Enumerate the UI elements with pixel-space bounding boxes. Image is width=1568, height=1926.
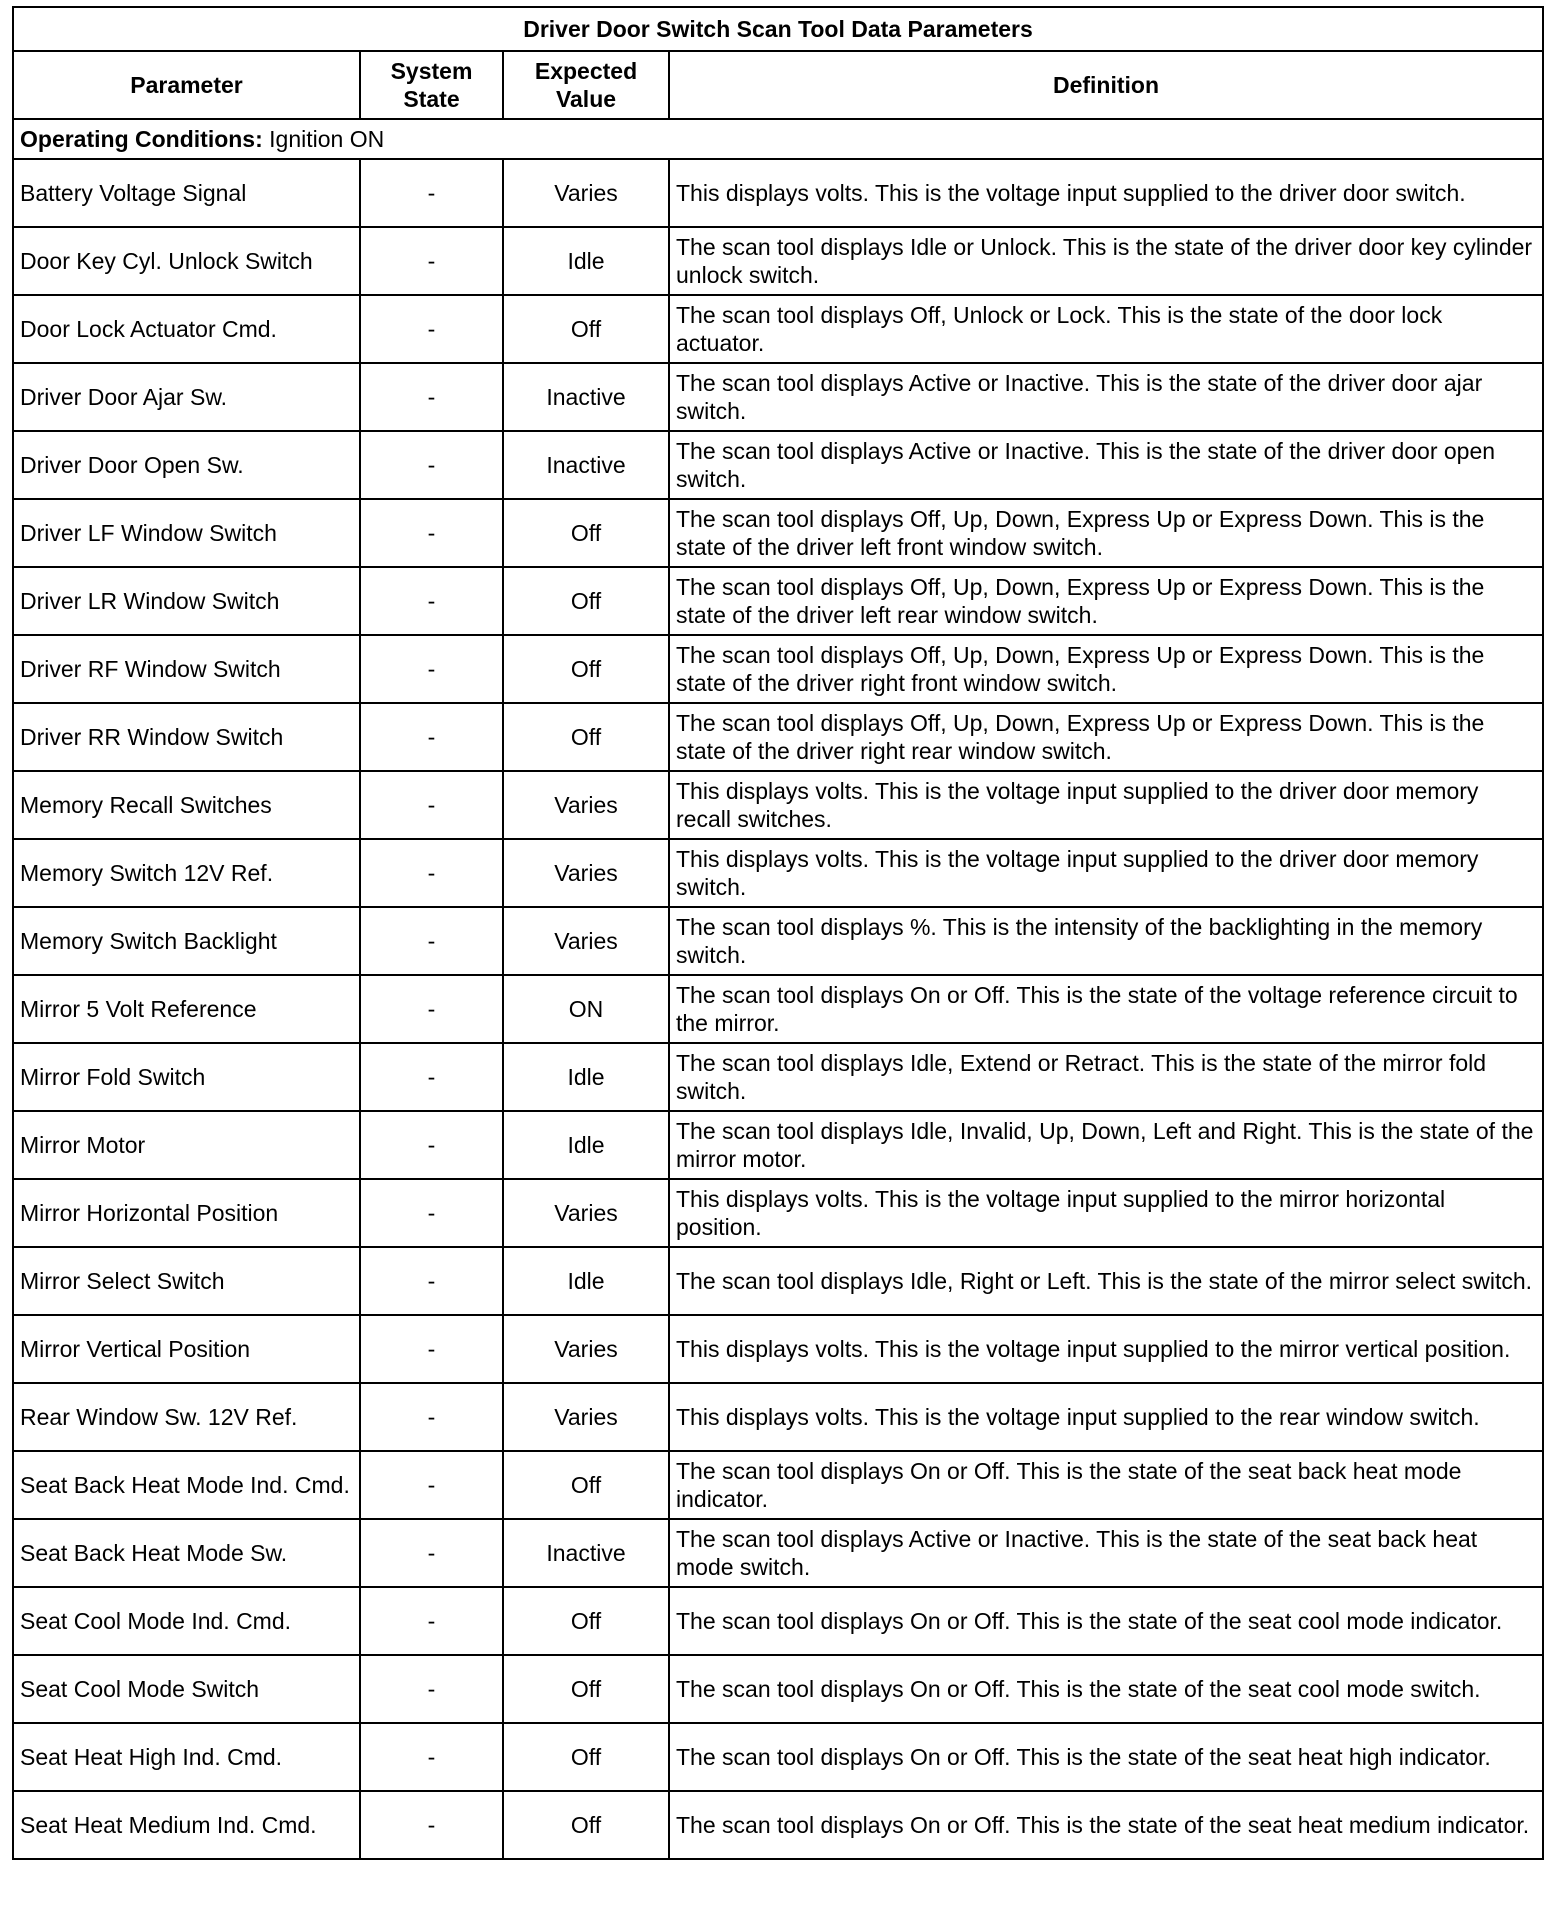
system-state-cell: - — [360, 1043, 503, 1111]
expected-value-cell: Varies — [503, 159, 669, 227]
table-row — [13, 1587, 1543, 1655]
header-definition: Definition — [669, 51, 1543, 119]
definition-cell: This displays volts. This is the voltage input supplied to the mirror horizontal position. — [669, 1179, 1543, 1247]
parameter-cell: Mirror Select Switch — [13, 1247, 360, 1315]
expected-value-cell: Idle — [503, 1043, 669, 1111]
system-state-cell: - — [360, 1383, 503, 1451]
definition-cell: The scan tool displays Idle or Unlock. This is the state of the driver door key cylinder unlock switch. — [669, 227, 1543, 295]
definition-cell: The scan tool displays Off, Unlock or Lock. This is the state of the door lock actuator. — [669, 295, 1543, 363]
system-state-cell: - — [360, 1791, 503, 1859]
parameter-cell: Seat Cool Mode Ind. Cmd. — [13, 1587, 360, 1655]
system-state-cell: - — [360, 839, 503, 907]
table-row — [13, 363, 1543, 431]
table-row — [13, 227, 1543, 295]
parameter-cell: Driver RR Window Switch — [13, 703, 360, 771]
definition-cell: This displays volts. This is the voltage input supplied to the driver door memory switch. — [669, 839, 1543, 907]
expected-value-cell: ON — [503, 975, 669, 1043]
expected-value-cell: Off — [503, 1655, 669, 1723]
table-row — [13, 1111, 1543, 1179]
parameter-cell: Seat Back Heat Mode Sw. — [13, 1519, 360, 1587]
header-parameter: Parameter — [13, 51, 360, 119]
table-row — [13, 1179, 1543, 1247]
parameter-cell: Memory Switch Backlight — [13, 907, 360, 975]
parameter-cell: Driver Door Open Sw. — [13, 431, 360, 499]
system-state-cell: - — [360, 1179, 503, 1247]
parameter-cell: Rear Window Sw. 12V Ref. — [13, 1383, 360, 1451]
expected-value-cell: Off — [503, 703, 669, 771]
parameter-cell: Memory Recall Switches — [13, 771, 360, 839]
parameter-cell: Door Key Cyl. Unlock Switch — [13, 227, 360, 295]
definition-cell: The scan tool displays %. This is the intensity of the backlighting in the memory switch. — [669, 907, 1543, 975]
definition-cell: The scan tool displays Off, Up, Down, Express Up or Express Down. This is the state of the driver left rear window switch. — [669, 567, 1543, 635]
table-row — [13, 159, 1543, 227]
definition-cell: The scan tool displays Active or Inactive. This is the state of the driver door ajar switch. — [669, 363, 1543, 431]
table-row — [13, 1519, 1543, 1587]
parameter-cell: Driver RF Window Switch — [13, 635, 360, 703]
operating-conditions — [13, 119, 1543, 159]
definition-cell: The scan tool displays On or Off. This is the state of the voltage reference circuit to the mirror. — [669, 975, 1543, 1043]
definition-cell: The scan tool displays On or Off. This is the state of the seat cool mode indicator. — [669, 1587, 1543, 1655]
parameter-cell: Mirror Fold Switch — [13, 1043, 360, 1111]
parameter-cell: Seat Back Heat Mode Ind. Cmd. — [13, 1451, 360, 1519]
system-state-cell: - — [360, 567, 503, 635]
parameter-cell: Seat Heat Medium Ind. Cmd. — [13, 1791, 360, 1859]
operating-conditions-value: Ignition ON — [262, 126, 385, 152]
expected-value-cell: Varies — [503, 1179, 669, 1247]
expected-value-cell: Idle — [503, 1111, 669, 1179]
system-state-cell: - — [360, 1247, 503, 1315]
system-state-cell: - — [360, 1519, 503, 1587]
system-state-cell: - — [360, 907, 503, 975]
expected-value-cell: Off — [503, 1587, 669, 1655]
expected-value-cell: Idle — [503, 227, 669, 295]
system-state-cell: - — [360, 635, 503, 703]
expected-value-cell: Inactive — [503, 431, 669, 499]
parameter-cell: Mirror Vertical Position — [13, 1315, 360, 1383]
definition-cell: The scan tool displays Active or Inactive. This is the state of the seat back heat mode switch. — [669, 1519, 1543, 1587]
expected-value-cell: Varies — [503, 907, 669, 975]
system-state-cell: - — [360, 431, 503, 499]
table-row — [13, 499, 1543, 567]
table-row — [13, 567, 1543, 635]
table-row — [13, 771, 1543, 839]
expected-value-cell: Inactive — [503, 363, 669, 431]
system-state-cell: - — [360, 703, 503, 771]
parameter-cell: Seat Heat High Ind. Cmd. — [13, 1723, 360, 1791]
definition-cell: This displays volts. This is the voltage input supplied to the driver door switch. — [669, 159, 1543, 227]
scan-data-document — [12, 6, 1542, 1860]
expected-value-cell: Off — [503, 499, 669, 567]
expected-value-cell: Varies — [503, 839, 669, 907]
table-row — [13, 1655, 1543, 1723]
table-row — [13, 1451, 1543, 1519]
table-title: Driver Door Switch Scan Tool Data Parameters — [13, 7, 1543, 51]
definition-cell: The scan tool displays Off, Up, Down, Express Up or Express Down. This is the state of the driver right rear window switch. — [669, 703, 1543, 771]
table-row — [13, 1043, 1543, 1111]
expected-value-cell: Inactive — [503, 1519, 669, 1587]
expected-value-cell: Idle — [503, 1247, 669, 1315]
system-state-cell: - — [360, 1723, 503, 1791]
table-row — [13, 431, 1543, 499]
definition-cell: The scan tool displays On or Off. This is the state of the seat back heat mode indicator. — [669, 1451, 1543, 1519]
header-expected-value: Expected Value — [503, 51, 669, 119]
parameter-cell: Mirror Motor — [13, 1111, 360, 1179]
table-row — [13, 1383, 1543, 1451]
expected-value-cell: Varies — [503, 771, 669, 839]
system-state-cell: - — [360, 227, 503, 295]
definition-cell: The scan tool displays On or Off. This is the state of the seat heat medium indicator. — [669, 1791, 1543, 1859]
table-row — [13, 1791, 1543, 1859]
system-state-cell: - — [360, 1315, 503, 1383]
parameter-cell: Memory Switch 12V Ref. — [13, 839, 360, 907]
definition-cell: This displays volts. This is the voltage input supplied to the mirror vertical position. — [669, 1315, 1543, 1383]
system-state-cell: - — [360, 1111, 503, 1179]
definition-cell: The scan tool displays On or Off. This is the state of the seat heat high indicator. — [669, 1723, 1543, 1791]
expected-value-cell: Off — [503, 635, 669, 703]
parameter-cell: Driver Door Ajar Sw. — [13, 363, 360, 431]
system-state-cell: - — [360, 499, 503, 567]
expected-value-cell: Varies — [503, 1383, 669, 1451]
definition-cell: This displays volts. This is the voltage input supplied to the driver door memory recall switches. — [669, 771, 1543, 839]
system-state-cell: - — [360, 363, 503, 431]
header-system-state: System State — [360, 51, 503, 119]
definition-cell: The scan tool displays Idle, Extend or Retract. This is the state of the mirror fold switch. — [669, 1043, 1543, 1111]
expected-value-cell: Off — [503, 1791, 669, 1859]
table-row — [13, 635, 1543, 703]
parameter-cell: Door Lock Actuator Cmd. — [13, 295, 360, 363]
expected-value-cell: Off — [503, 1451, 669, 1519]
parameter-cell: Driver LF Window Switch — [13, 499, 360, 567]
system-state-cell: - — [360, 1655, 503, 1723]
table-row — [13, 703, 1543, 771]
system-state-cell: - — [360, 1587, 503, 1655]
table-row — [13, 907, 1543, 975]
expected-value-cell: Off — [503, 295, 669, 363]
system-state-cell: - — [360, 771, 503, 839]
table-row — [13, 975, 1543, 1043]
expected-value-cell: Off — [503, 1723, 669, 1791]
table-row — [13, 1247, 1543, 1315]
system-state-cell: - — [360, 975, 503, 1043]
definition-cell: The scan tool displays Idle, Right or Left. This is the state of the mirror select switch. — [669, 1247, 1543, 1315]
parameter-cell: Seat Cool Mode Switch — [13, 1655, 360, 1723]
table-row — [13, 1723, 1543, 1791]
definition-cell: The scan tool displays Off, Up, Down, Express Up or Express Down. This is the state of the driver left front window switch. — [669, 499, 1543, 567]
definition-cell: The scan tool displays Active or Inactive. This is the state of the driver door open switch. — [669, 431, 1543, 499]
definition-cell: This displays volts. This is the voltage input supplied to the rear window switch. — [669, 1383, 1543, 1451]
expected-value-cell: Off — [503, 567, 669, 635]
parameter-cell: Mirror 5 Volt Reference — [13, 975, 360, 1043]
definition-cell: The scan tool displays Off, Up, Down, Express Up or Express Down. This is the state of the driver right front window switch. — [669, 635, 1543, 703]
parameter-cell: Battery Voltage Signal — [13, 159, 360, 227]
table-row — [13, 295, 1543, 363]
system-state-cell: - — [360, 1451, 503, 1519]
system-state-cell: - — [360, 295, 503, 363]
expected-value-cell: Varies — [503, 1315, 669, 1383]
table-body — [13, 159, 1543, 1859]
definition-cell: The scan tool displays Idle, Invalid, Up, Down, Left and Right. This is the state of the mirror motor. — [669, 1111, 1543, 1179]
operating-conditions-label: Operating Conditions: — [20, 126, 263, 152]
system-state-cell: - — [360, 159, 503, 227]
parameter-cell: Mirror Horizontal Position — [13, 1179, 360, 1247]
definition-cell: The scan tool displays On or Off. This is the state of the seat cool mode switch. — [669, 1655, 1543, 1723]
table-row — [13, 1315, 1543, 1383]
scan-tool-data-table — [12, 6, 1544, 1860]
parameter-cell: Driver LR Window Switch — [13, 567, 360, 635]
table-row — [13, 839, 1543, 907]
